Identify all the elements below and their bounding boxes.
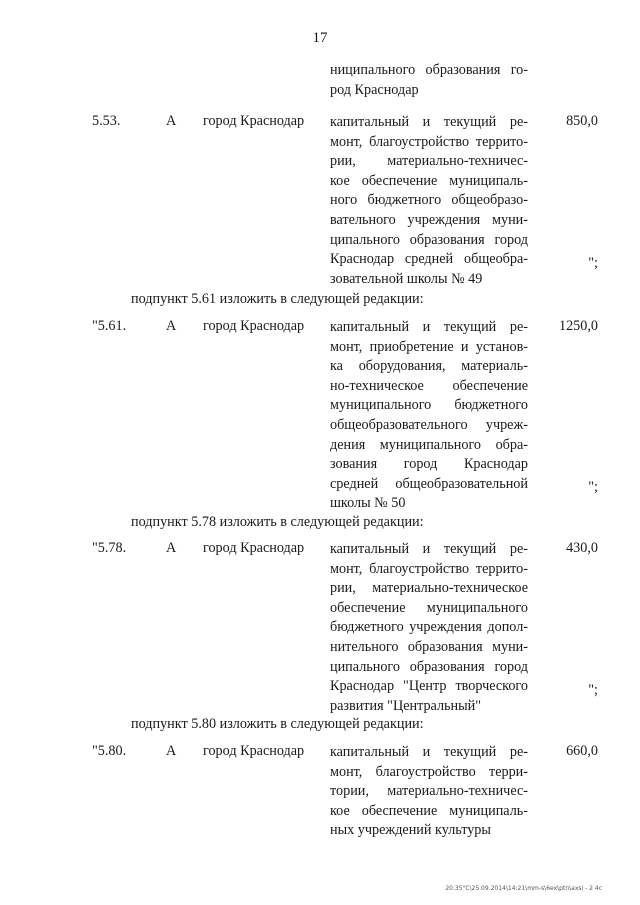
item-end-mark: ";	[588, 479, 598, 495]
item-end-mark: ";	[588, 682, 598, 698]
description-line: кое обеспечение муниципаль-	[330, 802, 528, 819]
description-line: капитальный и текущий ре-	[330, 319, 528, 335]
description-line: общеобразовательного учреж-	[330, 416, 528, 433]
description-line: ниципального образования го-	[330, 62, 528, 78]
description-line: Краснодар средней общеобра-	[330, 251, 528, 268]
item-amount: 660,0	[566, 743, 598, 759]
description-line: обеспечение муниципального	[330, 599, 528, 616]
description-line: род Краснодар	[330, 81, 419, 98]
description-line: монт, приобретение и установ-	[330, 338, 528, 355]
description-line: рии, материально-техническое	[330, 580, 528, 597]
item-category: А	[166, 113, 177, 129]
item-number: "5.80.	[92, 743, 127, 759]
page-number: 17	[312, 30, 328, 46]
item-description	[330, 540, 528, 716]
instruction-text: подпункт 5.61 изложить в следующей редакции:	[131, 291, 424, 307]
footer-note: 20.35"C\25.09.2014\14:21\mm-s\6ex\ptn\axsi - 2 4c	[445, 885, 602, 892]
description-line: бюджетного учреждения допол-	[330, 619, 528, 636]
description-line: зовательной школы № 49	[330, 270, 483, 287]
description-line: ка оборудования, материаль-	[330, 358, 528, 375]
item-city: город Краснодар	[203, 113, 305, 129]
instruction-text: подпункт 5.78 изложить в следующей редакции:	[131, 514, 424, 530]
item-category: А	[166, 540, 177, 556]
description-line: монт, благоустройство терри-	[330, 763, 528, 780]
item-number: 5.53.	[92, 113, 121, 129]
description-line: капитальный и текущий ре-	[330, 744, 528, 760]
description-line: ных учреждений культуры	[330, 822, 491, 839]
item-city: город Краснодар	[203, 540, 305, 556]
description-line: зования город Краснодар	[330, 456, 528, 473]
description-line: монт, благоустройство террито-	[330, 133, 528, 150]
description-line: развития "Центральный"	[330, 697, 482, 714]
item-number: "5.78.	[92, 540, 127, 556]
item-amount: 850,0	[566, 113, 598, 129]
description-line: ципального образования город	[330, 658, 528, 675]
item-category: А	[166, 318, 177, 334]
description-line: тории, материально-техничес-	[330, 783, 528, 800]
description-line: средней общеобразовательной	[330, 475, 528, 492]
description-line: вательного учреждения муни-	[330, 211, 528, 228]
description-line: ного бюджетного общеобразо-	[330, 192, 528, 209]
item-city: город Краснодар	[203, 743, 305, 759]
description-line: дения муниципального обра-	[330, 436, 528, 453]
description-line: Краснодар "Центр творческого	[330, 678, 528, 695]
item-city: город Краснодар	[203, 318, 305, 334]
description-line: рии, материально-техничес-	[330, 153, 528, 170]
item-category: А	[166, 743, 177, 759]
item-description	[330, 743, 528, 841]
item-description	[330, 318, 528, 514]
instruction-text: подпункт 5.80 изложить в следующей редакции:	[131, 716, 424, 732]
description-line: кое обеспечение муниципаль-	[330, 172, 528, 189]
item-amount: 430,0	[566, 540, 598, 556]
continuation-description	[330, 61, 528, 100]
description-line: школы № 50	[330, 495, 406, 512]
item-description	[330, 113, 528, 289]
description-line: капитальный и текущий ре-	[330, 541, 528, 557]
item-number: "5.61.	[92, 318, 127, 334]
description-line: нительного образования муни-	[330, 638, 528, 655]
description-line: ципального образования город	[330, 231, 528, 248]
description-line: муниципального бюджетного	[330, 397, 528, 414]
item-amount: 1250,0	[558, 318, 598, 334]
item-end-mark: ";	[588, 255, 598, 271]
description-line: капитальный и текущий ре-	[330, 114, 528, 130]
description-line: монт, благоустройство террито-	[330, 560, 528, 577]
description-line: но-техническое обеспечение	[330, 377, 528, 394]
